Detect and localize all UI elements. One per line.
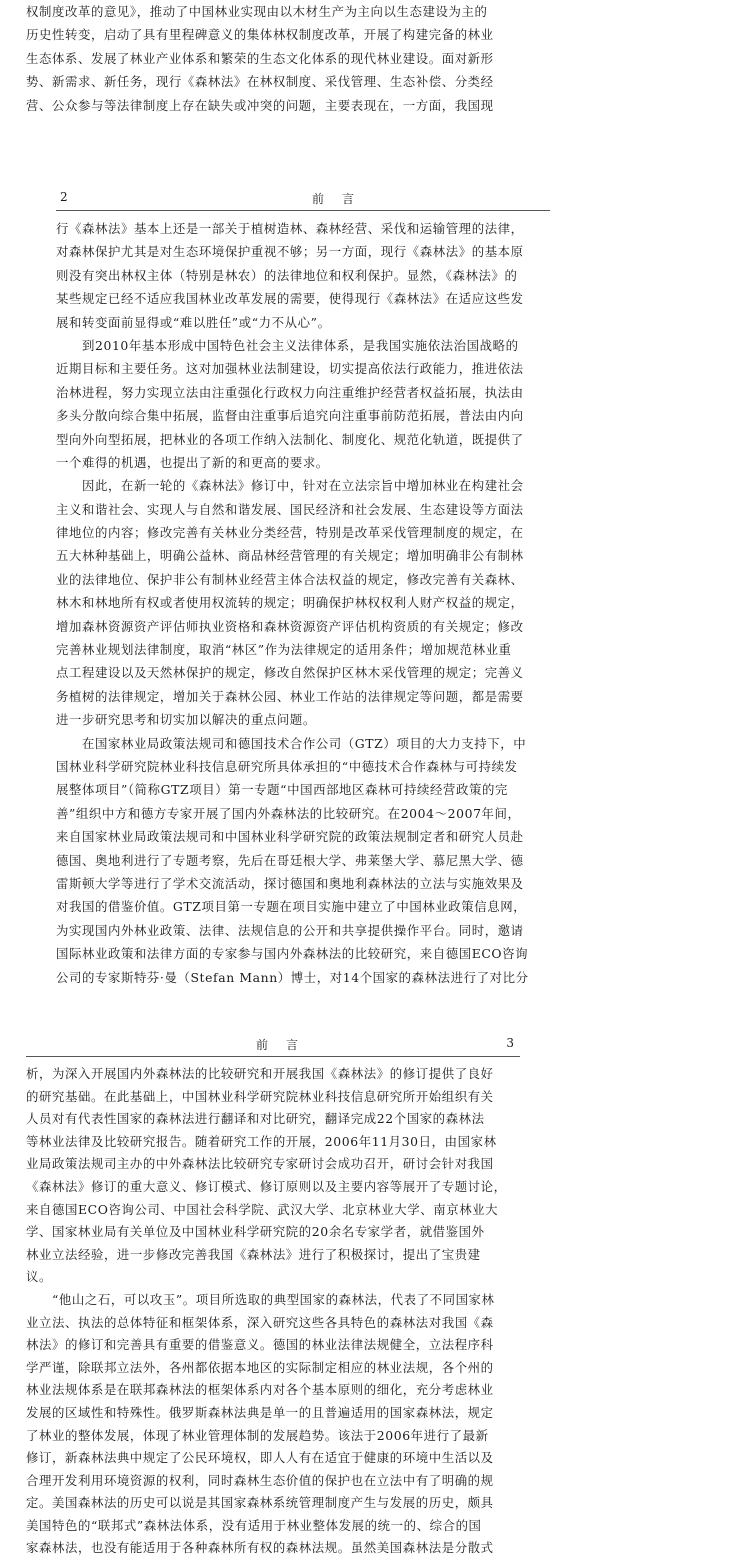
text-line: “他山之石，可以攻玉”。项目所选取的典型国家的森林法，代表了不同国家林 [26, 1291, 495, 1307]
text-line: 人员对有代表性国家的森林法进行翻译和对比研究，翻译完成22个国家的森林法 [26, 1111, 485, 1127]
text-line: 林业法规体系是在联邦森林法的框架体系内对各个基本原则的细化，充分考虑林业 [26, 1382, 494, 1398]
text-line: 为实现国内外林业政策、法律、法规信息的公开和共享提供操作平台。同时，邀请 [56, 922, 524, 938]
text-line: 公司的专家斯特芬·曼（Stefan Mann）博士，对14个国家的森林法进行了对比分 [56, 969, 529, 985]
page-number: 2 [60, 190, 68, 204]
text-line: 营、公众参与等法律制度上存在缺失或冲突的问题，主要表现在，一方面，我国现 [26, 97, 494, 113]
page-2 [56, 188, 550, 989]
header-title: 前言 [312, 192, 373, 206]
running-header [26, 1034, 520, 1057]
page-fragment-top [26, 0, 550, 117]
text-line: 因此，在新一轮的《森林法》修订中，针对在立法宗旨中增加林业在构建社会 [56, 478, 524, 494]
text-line: 律地位的内容；修改完善有关林业分类经营，特别是改革采伐管理制度的规定，在 [56, 525, 524, 541]
text-line: 到2010年基本形成中国特色社会主义法律体系，是我国实施依法治国战略的 [56, 337, 519, 353]
text-line: 国林业科学研究院林业科技信息研究所具体承担的“中德技术合作森林与可持续发 [56, 758, 518, 774]
text-line: 合理开发利用环境资源的权利，同时森林生态价值的保护也在立法中有了明确的规 [26, 1472, 494, 1488]
text-line: 对森林保护尤其是对生态环境保护重视不够；另一方面，现行《森林法》的基本原 [56, 244, 524, 260]
text-line: 型向外向型拓展，把林业的各项工作纳入法制化、制度化、规范化轨道，既提供了 [56, 431, 524, 447]
text-line: 了林业的整体发展，体现了林业管理体制的发展趋势。该法于2006年进行了最新 [26, 1427, 489, 1443]
text-line: 善”组织中方和德方专家开展了国内外森林法的比较研究。在2004～2007年间， [56, 805, 521, 821]
text-line: 行《森林法》基本上还是一部关于植树造林、森林经营、采伐和运输管理的法律， [56, 221, 524, 236]
text-line: 业立法、执法的总体特征和框架体系，深入研究这些各具特色的森林法对我国《森 [26, 1314, 494, 1330]
text-line: 林业立法经验，进一步修改完善我国《森林法》进行了积极探讨，提出了宝贵建 [26, 1246, 481, 1262]
text-line: 业局政策法规司主办的中外森林法比较研究专家研讨会成功召开，研讨会针对我国 [26, 1156, 494, 1172]
text-line: 家森林法，也没有能适用于各种森林所有权的森林法规。虽然美国森林法是分散式 [26, 1540, 494, 1556]
text-line: 势、新需求、新任务，现行《森林法》在林权制度、采伐管理、生态补偿、分类经 [26, 74, 494, 90]
text-line: 主义和谐社会、实现人与自然和谐发展、国民经济和社会发展、生态建设等方面法 [56, 501, 524, 517]
text-line: 对我国的借鉴价值。GTZ项目第一专题在项目实施中建立了中国林业政策信息网， [56, 899, 527, 915]
text-line: 务植树的法律规定，增加关于森林公园、林业工作站的法律规定等问题，都是需要 [56, 688, 524, 704]
page-body [26, 1063, 520, 1560]
text-line: 点工程建设以及天然林保护的规定，修改自然保护区林木采伐管理的规定；完善义 [56, 665, 524, 681]
text-line: 的研究基础。在此基础上，中国林业科学研究院林业科技信息研究所开始组织有关 [26, 1088, 494, 1104]
text-line: 学、国家林业局有关单位及中国林业科学研究院的20余名专家学者，就借鉴国外 [26, 1224, 485, 1240]
text-line: 修订，新森林法典中规定了公民环境权，即人人有在适宜于健康的环境中生活以及 [26, 1450, 494, 1466]
text-line: 美国特色的“联邦式”森林法体系，没有适用于林业整体发展的统一的、综合的国 [26, 1517, 482, 1533]
page-3 [26, 1034, 520, 1560]
text-line: 发展的区域性和特殊性。俄罗斯森林法典是单一的且普遍适用的国家森林法，规定 [26, 1404, 494, 1420]
text-line: 林木和林地所有权或者使用权流转的规定；明确保护林权权利人财产权益的规定， [56, 595, 524, 611]
text-line: 在国家林业局政策法规司和德国技术合作公司（GTZ）项目的大力支持下，中 [56, 735, 527, 751]
text-line: 展和转变面前显得或“难以胜任”或“力不从心”。 [56, 314, 331, 330]
running-header [56, 188, 550, 211]
text-line: 某些规定已经不适应我国林业改革发展的需要，使得现行《森林法》在适应这些发 [56, 291, 524, 307]
text-line: 展整体项目”（简称GTZ项目）第一专题“中国西部地区森林可持续经营政策的完 [56, 782, 508, 798]
header-title: 前言 [256, 1038, 317, 1052]
text-line: 国际林业政策和法律方面的专家参与国内外森林法的比较研究，来自德国ECO咨询 [56, 946, 529, 962]
text-line: 析，为深入开展国内外森林法的比较研究和开展我国《森林法》的修订提供了良好 [26, 1066, 494, 1081]
text-line: 议。 [26, 1269, 52, 1285]
text-line: 雷斯顿大学等进行了学术交流活动，探讨德国和奥地利森林法的立法与实施效果及 [56, 875, 524, 891]
text-line: 来自德国ECO咨询公司、中国社会科学院、武汉大学、北京林业大学、南京林业大 [26, 1201, 499, 1217]
text-line: 一个难得的机遇，也提出了新的和更高的要求。 [56, 454, 329, 470]
text-line: 德国、奥地利进行了专题考察，先后在哥廷根大学、弗莱堡大学、慕尼黑大学、德 [56, 852, 524, 868]
text-line: 历史性转变，启动了具有里程碑意义的集体林权制度改革，开展了构建完备的林业 [26, 27, 494, 43]
text-line: 学严谨，除联邦立法外，各州都依据本地区的实际制定相应的林业法规，各个州的 [26, 1359, 494, 1375]
page-number: 3 [506, 1036, 514, 1050]
text-line: 完善林业规划法律制度，取消“林区”作为法律规定的适用条件；增加规范林业重 [56, 642, 512, 658]
text-line: 进一步研究思考和切实加以解决的重点问题。 [56, 712, 316, 728]
text-line: 权制度改革的意见》，推动了中国林业实现由以木材生产为主向以生态建设为主的 [26, 4, 488, 19]
text-line: 增加森林资源资产评估师执业资格和森林资源资产评估机构资质的有关规定；修改 [56, 618, 524, 634]
page-body [56, 217, 550, 989]
text-line: 业的法律地位、保护非公有制林业经营主体合法权益的规定，修改完善有关森林、 [56, 571, 524, 587]
text-line: 定。美国森林法的历史可以说是其国家森林系统管理制度产生与发展的历史，颇具 [26, 1495, 494, 1511]
text-line: 《森林法》修订的重大意义、修订模式、修订原则以及主要内容等展开了专题讨论， [26, 1178, 507, 1194]
text-line: 治林进程，努力实现立法由注重强化行政权力向注重维护经营者权益拓展，执法由 [56, 384, 524, 400]
text-line: 近期目标和主要任务。这对加强林业法制建设，切实提高依法行政能力，推进依法 [56, 361, 524, 377]
text-line: 多头分散向综合集中拓展，监督由注重事后追究向注重事前防范拓展，普法由内向 [56, 408, 524, 424]
text-line: 生态体系、发展了林业产业体系和繁荣的生态文化体系的现代林业建设。面对新形 [26, 50, 494, 66]
text-line: 则没有突出林权主体（特别是林农）的法律地位和权利保护。显然，《森林法》的 [56, 267, 518, 283]
text-line: 等林业法律及比较研究报告。随着研究工作的开展，2006年11月30日，由国家林 [26, 1133, 497, 1149]
text-line: 林法》的修订和完善具有重要的借鉴意义。德国的林业法律法规健全，立法程序科 [26, 1337, 494, 1353]
text-line: 来自国家林业局政策法规司和中国林业科学研究院的政策法规制定者和研究人员赴 [56, 829, 524, 845]
text-line: 五大林种基础上，明确公益林、商品林经营管理的有关规定；增加明确非公有制林 [56, 548, 524, 564]
top-page-body [26, 0, 550, 117]
